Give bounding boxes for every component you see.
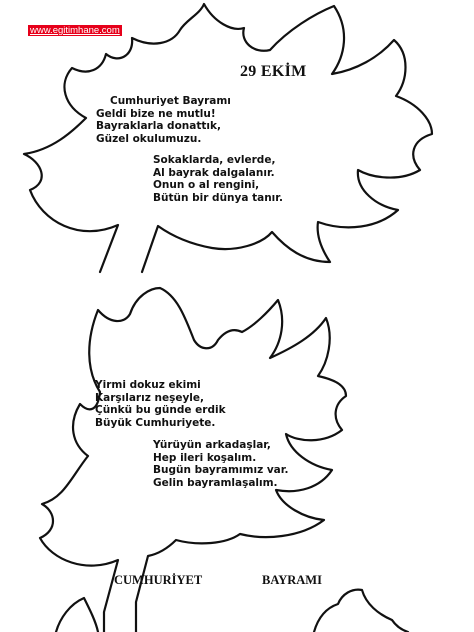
poem-line: Bugün bayramımız var. [153, 464, 289, 476]
lower-right-leaf-edge [314, 590, 408, 632]
poem-line: Çünkü bu günde erdik [95, 404, 226, 416]
poem-line: Cumhuriyet Bayramı [110, 95, 231, 107]
watermark-link[interactable]: www.egitimhane.com [30, 25, 120, 36]
poem-line: Al bayrak dalgalanır. [153, 166, 275, 179]
footer-word-cumhuriyet: CUMHURİYET [114, 573, 203, 587]
footer-word-bayrami: BAYRAMI [262, 573, 322, 587]
poem-line: Onun o al rengini, [153, 179, 260, 191]
poem2-stanza1 [95, 379, 226, 429]
poem-line: Bütün bir dünya tanır. [153, 191, 283, 204]
poem-line: Sokaklarda, evlerde, [153, 154, 276, 166]
poem1-stanza1 [96, 95, 231, 145]
lower-left-leaf-edge [56, 598, 98, 632]
poem-line: Gelin bayramlaşalım. [153, 476, 278, 489]
poem2-stanza2 [153, 439, 288, 489]
poem-line: Bayraklarla donattık, [96, 120, 221, 132]
poem-line: Hep ileri koşalım. [153, 451, 257, 464]
poem-line: Yürüyün arkadaşlar, [153, 439, 271, 451]
poem-line: Geldi bize ne mutlu! [96, 107, 216, 120]
poem1-stanza2 [153, 154, 283, 204]
poem-title: 29 EKİM [240, 63, 307, 80]
poem-line: Karşılarız neşeyle, [95, 391, 204, 404]
poem-line: Güzel okulumuzu. [96, 132, 202, 145]
poem-line: Yirmi dokuz ekimi [95, 379, 201, 391]
poem-line: Büyük Cumhuriyete. [95, 416, 216, 429]
